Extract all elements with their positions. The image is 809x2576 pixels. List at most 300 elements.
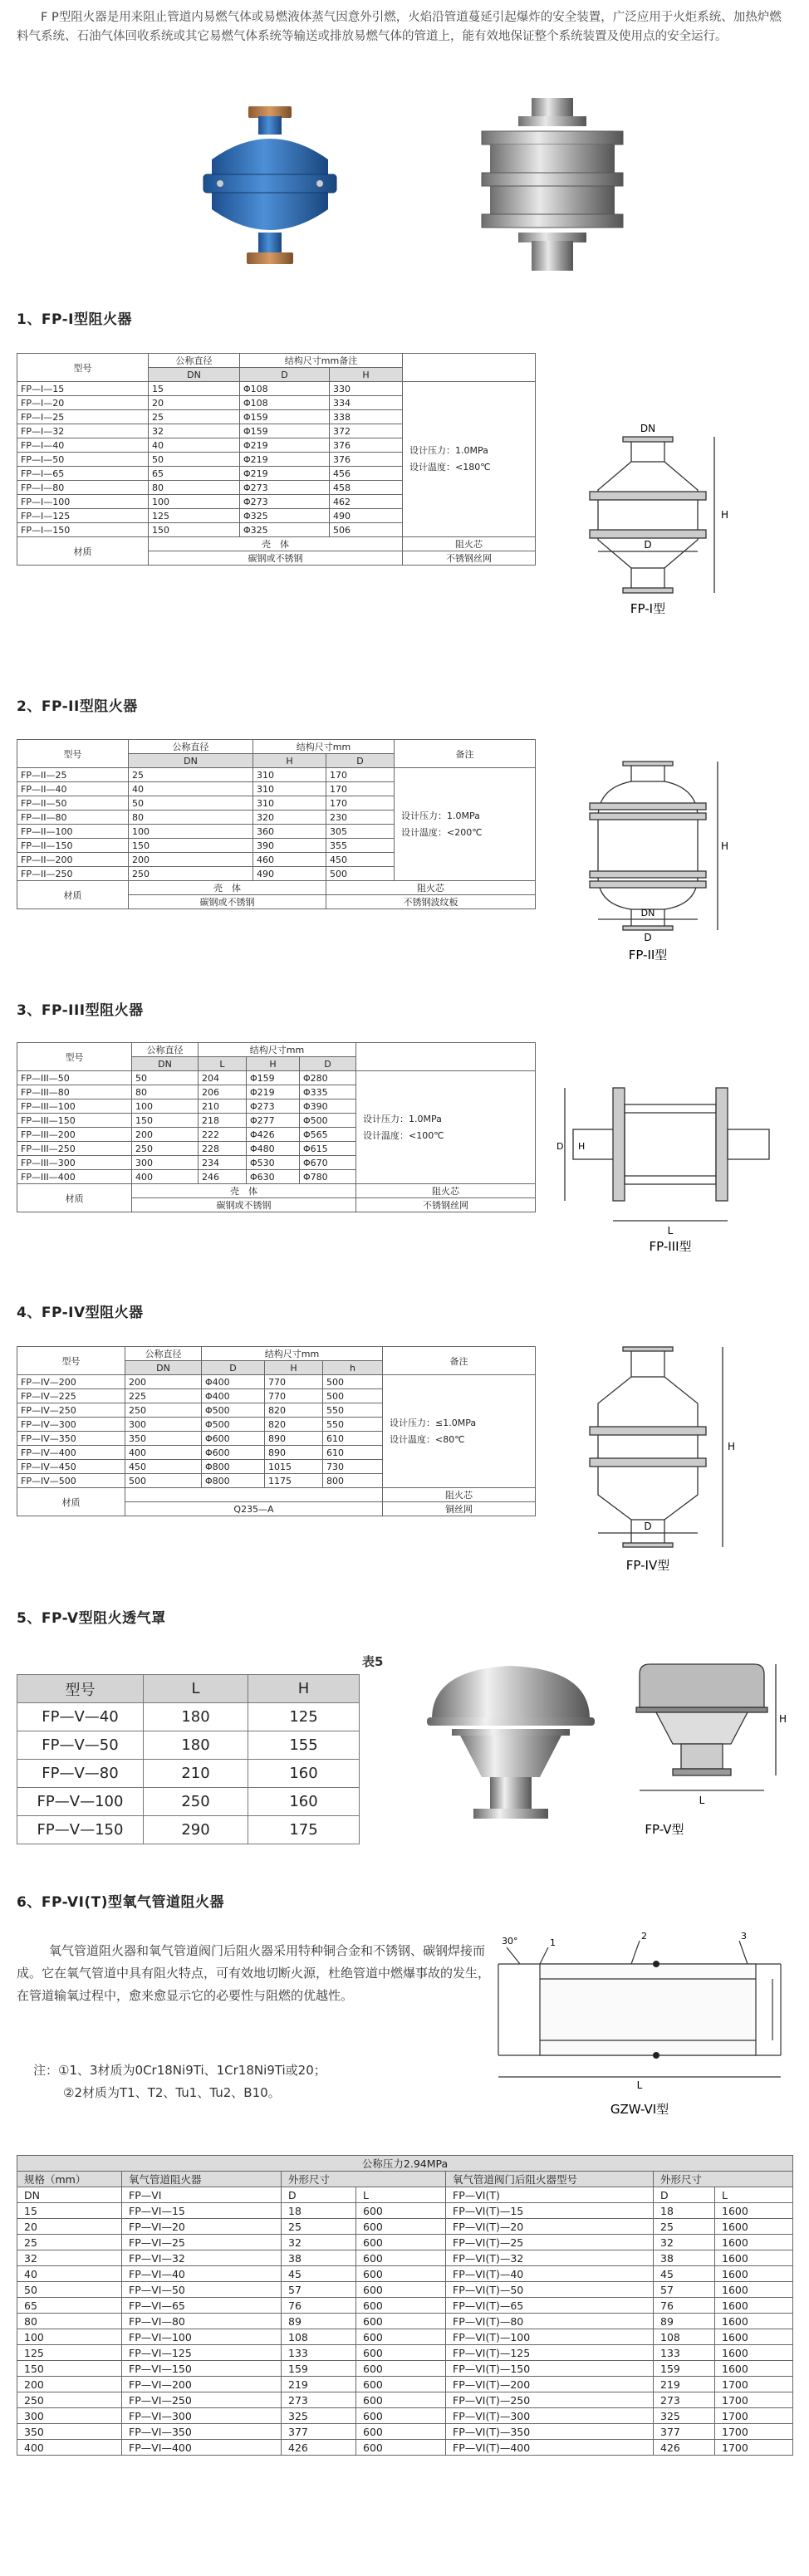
table-cell: 376 [330,453,403,467]
table-cell: FP—VI(T)—125 [446,2345,654,2361]
section-6-paragraph [17,1940,490,2007]
table-cell: 170 [326,796,395,811]
table-cell: 50 [149,453,240,467]
table-cell: Φ400 [202,1389,265,1403]
fp2-h-label: H [721,840,729,852]
fp2-dn-label: DN [640,908,655,918]
table-cell: 200 [132,1128,199,1142]
table-cell: 规格（mm） [17,2172,122,2187]
table-cell: 结构尺寸mm [202,1347,383,1361]
table-cell: 600 [356,2314,446,2329]
fp3-d-label: D [556,1141,564,1152]
table-row [17,2408,793,2424]
table-cell: 458 [330,481,403,495]
table-cell: 180 [144,1703,248,1731]
table-cell: 100 [149,495,240,509]
table-cell: 氧气管道阻火器和氧气管道阀门后阻火器采用特种铜合金和不锈钢、碳钢焊接而成。它在氧气管道中具有阻火特点，可有效地切断火源，杜绝管道中燃爆事故的发生，在管道输氧过程中，愈来愈显示它的必要性与阻燃的优越性。 [17,1943,491,2003]
table-cell: 170 [326,768,395,782]
table-cell: FP—II—50 [17,796,129,811]
table-cell: FP—VI—350 [122,2424,282,2440]
table-cell: 型号 [17,1675,144,1703]
fp3-l-label: L [667,1225,674,1237]
table-cell: 600 [356,2235,446,2250]
table-cell: 600 [356,2329,446,2345]
table-cell: 壳 体 [132,1184,356,1198]
table-cell: 1600 [715,2266,793,2282]
table-cell: 1700 [715,2408,793,2424]
table-cell: 结构尺寸mm [253,740,395,754]
table-cell: 25 [149,410,240,424]
table-cell: 1600 [715,2235,793,2250]
pressure-header: 公称压力2.94MPa [17,2156,793,2172]
table-cell: 108 [654,2329,715,2345]
section-5-title: 5、FP-V型阻火透气罩 [17,1610,166,1627]
table-cell: Φ426 [247,1128,300,1142]
table-row [17,1703,360,1731]
table-cell: 490 [253,867,326,881]
table-cell: 公称直径 [125,1347,202,1361]
table-cell: 456 [330,467,403,481]
table-cell: 330 [330,382,403,396]
table-cell: 170 [326,782,395,796]
table-cell: 500 [125,1474,202,1488]
table-cell: H [265,1361,323,1375]
table-cell: 450 [125,1460,202,1474]
fp2-d-label: D [644,932,652,943]
table-cell: 阻火芯 [356,1184,536,1198]
table-cell: 350 [125,1432,202,1446]
table-cell: 610 [323,1446,383,1460]
table-cell: 506 [330,523,403,537]
table-cell: 76 [654,2298,715,2314]
table-cell: 1600 [715,2361,793,2377]
table-cell: 820 [265,1403,323,1418]
table-cell: 40 [129,782,253,796]
table-cell: Φ670 [300,1156,356,1170]
table-cell: 备注 [383,1347,536,1375]
table-cell: 310 [253,768,326,782]
table-cell: 600 [356,2250,446,2266]
table-cell: Φ108 [240,382,330,396]
table-cell: 材质 [17,537,149,566]
table-cell: 460 [253,853,326,867]
section-6-title: 6、FP-VI(T)型氧气管道阻火器 [17,1894,225,1911]
table-cell: FP—VI—65 [122,2298,282,2314]
table-cell: 160 [248,1788,360,1816]
fp4-spec-table [17,1346,536,1516]
table-cell: FP—V—80 [17,1760,144,1788]
table-cell: FP—VI—250 [122,2392,282,2408]
table-cell: 462 [330,495,403,509]
table-cell: 1600 [715,2329,793,2345]
table-cell: 40 [17,2266,122,2282]
table-cell: FP—I—100 [17,495,149,509]
table-cell: D [654,2187,715,2203]
table-cell: 325 [654,2408,715,2424]
table-cell: FP—V—100 [17,1788,144,1816]
table-cell: FP—VI—25 [122,2235,282,2250]
table-cell: 1600 [715,2219,793,2235]
table-cell: 600 [356,2392,446,2408]
table-cell: D [282,2187,356,2203]
table-cell: FP—VI(T)—25 [446,2235,654,2250]
table-cell: Φ273 [240,481,330,495]
table-cell: 219 [654,2377,715,2392]
table-cell: 碳钢或不锈钢 [132,1198,356,1212]
table-cell: DN [149,368,240,382]
table-cell: 150 [149,523,240,537]
table-cell: 80 [17,2314,122,2329]
table-cell: 250 [132,1142,199,1156]
table-cell: H [247,1057,300,1071]
table-cell: 310 [253,782,326,796]
table-row [17,2424,793,2440]
fp1-diagram [565,415,731,623]
table-cell: 80 [132,1085,199,1099]
table-cell: 273 [654,2392,715,2408]
table-cell: H [330,368,403,382]
fp1-spec-table [17,353,536,566]
table-cell: FP—VI—150 [122,2361,282,2377]
table-cell: 1600 [715,2298,793,2314]
table-cell: FP—V—50 [17,1731,144,1760]
table-cell: FP—IV—300 [17,1418,125,1432]
table-cell: 1700 [715,2424,793,2440]
table-row [17,1375,536,1389]
table-cell: 15 [149,382,240,396]
table-row [17,382,536,396]
table-cell: 65 [17,2298,122,2314]
table-cell: 222 [199,1128,247,1142]
table-cell: FP—IV—350 [17,1432,125,1446]
table-cell: 290 [144,1816,248,1844]
gzw6-caption: GZW-VI型 [610,2102,669,2117]
fp5-caption: FP-V型 [645,1822,684,1837]
table-cell: 600 [356,2219,446,2235]
table-cell: D [240,368,330,382]
table-cell: 159 [654,2361,715,2377]
table-cell: FP—I—25 [17,410,149,424]
table-cell: Φ780 [300,1170,356,1184]
table-cell: 型号 [17,1043,132,1071]
table-cell: 壳 体 [129,881,326,895]
table-cell: FP—I—125 [17,509,149,523]
fp4-diagram [556,1337,748,1574]
table-5-label: 表5 [362,1654,384,1669]
table-cell: 360 [253,825,326,839]
table-cell: 310 [253,796,326,811]
table-cell: 1015 [265,1460,323,1474]
table-cell: FP—VI(T)—400 [446,2440,654,2456]
table-cell: 730 [323,1460,383,1474]
table-cell: 400 [17,2440,122,2456]
table-cell: 不锈钢丝网 [403,551,536,566]
angle-label: 30° [502,1936,518,1947]
table-cell: h [323,1361,383,1375]
part-1-label: 1 [550,1937,556,1948]
table-cell: 结构尺寸mm备注 [240,354,403,368]
table-cell: FP—VI—40 [122,2266,282,2282]
table-cell: 125 [17,2345,122,2361]
table-cell: Φ273 [247,1099,300,1114]
table-cell: FP—VI [122,2187,282,2203]
table-cell: D [202,1361,265,1375]
fp1-dn-label: DN [640,423,656,434]
table-cell: Φ630 [247,1170,300,1184]
table-cell: 377 [282,2424,356,2440]
table-cell: 273 [282,2392,356,2408]
table-cell: L [199,1057,247,1071]
table-cell: Φ219 [240,467,330,481]
table-row [17,2392,793,2408]
table-cell: FP—III—250 [17,1142,132,1156]
table-cell: 108 [282,2329,356,2345]
table-cell: 820 [265,1418,323,1432]
table-cell: 600 [356,2440,446,2456]
table-cell: 1600 [715,2250,793,2266]
table-row [17,2219,793,2235]
table-cell: Φ600 [202,1446,265,1460]
table-cell: FP—I—40 [17,438,149,453]
table-cell: 800 [323,1474,383,1488]
table-cell: Φ159 [240,410,330,424]
table-cell: 公称直径 [129,740,253,754]
table-cell: 770 [265,1375,323,1389]
table-cell: 100 [129,825,253,839]
table-cell: FP—VI—20 [122,2219,282,2235]
table-cell: FP—IV—250 [17,1403,125,1418]
table-cell: Φ600 [202,1432,265,1446]
table-cell: FP—V—150 [17,1816,144,1844]
table-cell: FP—VI(T)—20 [446,2219,654,2235]
table-cell: H [248,1675,360,1703]
table-cell: D [300,1057,356,1071]
table-cell: L [715,2187,793,2203]
table-cell: 外形尺寸 [654,2172,793,2187]
table-cell: FP—VI(T)—200 [446,2377,654,2392]
table-cell: FP—VI(T)—40 [446,2266,654,2282]
table-cell: 壳 体 [149,537,403,551]
table-cell: FP—IV—500 [17,1474,125,1488]
table-cell: 600 [356,2424,446,2440]
table-row [17,1816,360,1844]
table-cell: FP—II—250 [17,867,129,881]
section-4-title: 4、FP-IV型阻火器 [17,1305,144,1321]
table-cell: 770 [265,1389,323,1403]
table-cell: 600 [356,2203,446,2219]
table-cell: FP—I—65 [17,467,149,481]
fp1-caption: FP-I型 [630,601,666,616]
table-cell: 125 [248,1703,360,1731]
table-cell: FP—VI(T)—100 [446,2329,654,2345]
table-cell: 600 [356,2345,446,2361]
table-cell: FP—VI—100 [122,2329,282,2345]
table-cell: 390 [253,839,326,853]
table-row [17,2250,793,2266]
section-6-notes [33,2059,326,2104]
table-cell: 500 [326,867,395,881]
table-cell: Φ800 [202,1474,265,1488]
table-cell: 50 [132,1071,199,1085]
table-cell: FP—VI—125 [122,2345,282,2361]
table-cell: 133 [654,2345,715,2361]
table-cell: 铜丝网 [383,1502,536,1516]
table-cell: 300 [132,1156,199,1170]
table-row [17,2298,793,2314]
table-cell: FP—I—32 [17,424,149,438]
table-cell: 250 [144,1788,248,1816]
table-cell: L [144,1675,248,1703]
table-row [17,2440,793,2456]
table-row [17,2282,793,2298]
table-cell: 300 [125,1418,202,1432]
table-cell: 500 [323,1389,383,1403]
table-cell: 1700 [715,2377,793,2392]
table-cell: 550 [323,1403,383,1418]
table-cell: 1600 [715,2345,793,2361]
table-cell: 38 [654,2250,715,2266]
table-cell: 600 [356,2282,446,2298]
fp3-h-label: H [578,1141,586,1152]
table-cell: 40 [149,438,240,453]
fp6-spec-table [17,2155,793,2456]
table-cell: 250 [125,1403,202,1418]
table-cell: FP—III—150 [17,1114,132,1128]
table-cell: 20 [17,2219,122,2235]
table-cell: 碳钢或不锈钢 [149,551,403,566]
note-2: ②2材质为T1、T2、Tu1、Tu2、B10。 [63,2085,281,2100]
table-cell: 234 [199,1156,247,1170]
table-cell: Φ219 [240,438,330,453]
table-cell: 204 [199,1071,247,1085]
design-notes: 设计压力：≤1.0MPa 设计温度：<80℃ [383,1375,536,1488]
table-cell: Q235—A [125,1502,383,1516]
table-cell: 230 [326,811,395,825]
table-cell: FP—II—80 [17,811,129,825]
table-cell: FP—III—400 [17,1170,132,1184]
table-cell: 225 [125,1389,202,1403]
table-row [17,2377,793,2392]
table-cell: 阻火芯 [383,1488,536,1502]
table-cell: 结构尺寸mm [199,1043,356,1057]
table-cell: 300 [17,2408,122,2424]
table-cell: FP—IV—450 [17,1460,125,1474]
table-cell: 200 [125,1375,202,1389]
table-cell: FP—III—300 [17,1156,132,1170]
design-notes: 设计压力：1.0MPa 设计温度：<180℃ [403,382,536,537]
table-cell: 45 [654,2266,715,2282]
table-cell: 32 [17,2250,122,2266]
table-cell: 材质 [17,1184,132,1212]
table-cell: FP—IV—200 [17,1375,125,1389]
fp5-h-label: H [779,1713,787,1725]
table-cell: FP—II—150 [17,839,129,853]
fp5-photo [415,1653,606,1844]
table-cell: 1175 [265,1474,323,1488]
table-cell: 355 [326,839,395,853]
table-cell: D [326,754,395,768]
table-cell: 89 [654,2314,715,2329]
table-cell: 125 [149,509,240,523]
table-cell: 备注 [395,740,536,768]
stainless-flame-arrester-photo [457,93,648,284]
table-cell: 219 [282,2377,356,2392]
table-cell: FP—V—40 [17,1703,144,1731]
table-cell: FP—VI—50 [122,2282,282,2298]
gzw-l-label: L [636,2079,643,2091]
table-cell: 15 [17,2203,122,2219]
table-cell: 公称直径 [132,1043,199,1057]
table-cell: Φ325 [240,509,330,523]
fp2-caption: FP-II型 [628,948,668,962]
table-cell: FP—II—25 [17,768,129,782]
table-cell: 18 [282,2203,356,2219]
table-cell: 334 [330,396,403,410]
table-cell: FP—VI—80 [122,2314,282,2329]
table-cell: FP—II—100 [17,825,129,839]
design-notes: 设计压力：1.0MPa 设计温度：<200℃ [395,768,536,881]
table-cell: 210 [144,1760,248,1788]
table-row [17,2314,793,2329]
table-cell: 376 [330,438,403,453]
table-row [17,1071,536,1085]
table-cell: DN [125,1361,202,1375]
table-cell: DN [129,754,253,768]
table-cell: 型号 [17,1347,125,1375]
table-cell: 80 [129,811,253,825]
table-cell: 250 [129,867,253,881]
table-cell: 32 [654,2235,715,2250]
table-cell: 20 [149,396,240,410]
table-cell: 不锈钢波纹板 [326,895,536,909]
table-cell: Φ219 [240,453,330,467]
table-cell: FP—II—40 [17,782,129,796]
table-cell: L [356,2187,446,2203]
table-cell: FP—III—80 [17,1085,132,1099]
table-cell: Φ500 [202,1403,265,1418]
table-cell: Φ480 [247,1142,300,1156]
table-cell: FP—VI(T)—350 [446,2424,654,2440]
table-cell: 57 [282,2282,356,2298]
table-cell: 阻火芯 [403,537,536,551]
table-cell: FP—I—15 [17,382,149,396]
table-cell: Φ615 [300,1142,356,1156]
table-cell: 350 [17,2424,122,2440]
table-cell: 25 [282,2219,356,2235]
table-cell: DN [17,2187,122,2203]
table-cell: 320 [253,811,326,825]
table-cell: Φ325 [240,523,330,537]
table-cell: FP—IV—225 [17,1389,125,1403]
table-cell: 377 [654,2424,715,2440]
part-2-label: 2 [641,1931,647,1942]
table-cell: Φ565 [300,1128,356,1142]
table-cell: 氧气管道阀门后阻火器型号 [446,2172,654,2187]
table-cell: 206 [199,1085,247,1099]
table-cell: 不锈钢丝网 [356,1198,536,1212]
table-cell: 阻火芯 [326,881,536,895]
fp3-caption: FP-III型 [649,1239,692,1254]
table-cell: Φ500 [202,1418,265,1432]
fp3-diagram [556,1063,789,1254]
table-cell: FP—VI(T)—80 [446,2314,654,2329]
table-cell: Φ530 [247,1156,300,1170]
table-cell: 500 [323,1375,383,1389]
fp1-d-label: D [644,539,652,551]
table-cell: 25 [129,768,253,782]
table-cell: FP—VI—400 [122,2440,282,2456]
table-row [17,2235,793,2250]
